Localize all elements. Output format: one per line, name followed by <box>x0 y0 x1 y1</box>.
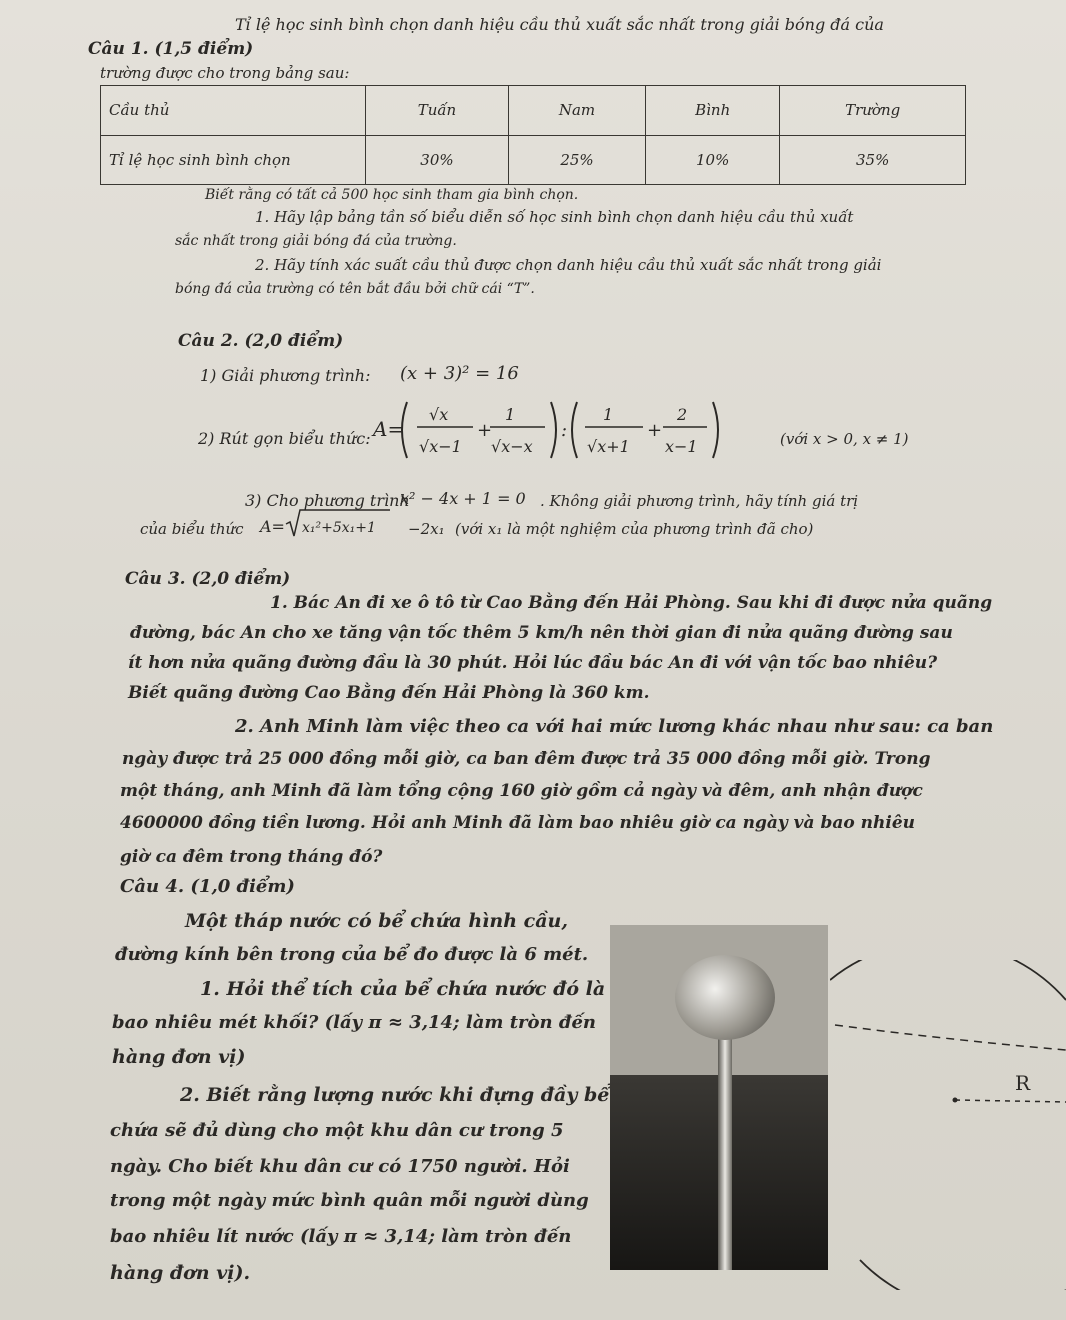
q2-title: Câu 2. (2,0 điểm) <box>178 331 344 351</box>
svg-text:√x: √x <box>429 405 449 424</box>
q2-part3-equation: x² − 4x + 1 = 0 <box>400 489 526 508</box>
svg-text:+: + <box>477 420 493 441</box>
q4-line: chứa sẽ đủ dùng cho một khu dân cư trong 5 <box>110 1120 564 1141</box>
q3-title: Câu 3. (2,0 điểm) <box>125 569 291 589</box>
sphere-outline-top <box>830 960 1066 1000</box>
q2-part3-label: 3) Cho phương trình <box>245 491 410 510</box>
svg-text::: : <box>561 420 568 441</box>
q2-part3-note: (với x₁ là một nghiệm của phương trình đã cho) <box>455 520 814 538</box>
q1-part1-line1: 1. Hãy lập bảng tần số biểu diễn số học sinh bình chọn danh hiệu cầu thủ xuất <box>255 208 854 226</box>
q2-part3-label2: của biểu thức <box>140 520 244 538</box>
q3-line: 2. Anh Minh làm việc theo ca với hai mức lương khác nhau như sau: ca ban <box>235 716 994 737</box>
simplify-expression-formula <box>365 390 775 470</box>
q4-line: ngày. Cho biết khu dân cư có 1750 người. Hỏi <box>110 1156 570 1177</box>
q1-intro-line1: Tỉ lệ học sinh bình chọn danh hiệu cầu thủ xuất sắc nhất trong giải bóng đá của <box>235 15 884 34</box>
table-row <box>101 86 966 136</box>
q4-line: 1. Hỏi thể tích của bể chứa nước đó là <box>200 978 606 1000</box>
q1-after-table: Biết rằng có tất cả 500 học sinh tham gia bình chọn. <box>205 187 579 203</box>
q3-line: đường, bác An cho xe tăng vận tốc thêm 5 km/h nên thời gian đi nửa quãng đường sau <box>130 623 953 643</box>
table-header-cell: Tỉ lệ học sinh bình chọn <box>101 135 366 185</box>
q4-line: bao nhiêu mét khối? (lấy π ≈ 3,14; làm tròn đến <box>112 1012 597 1033</box>
table-cell: Nam <box>508 86 645 136</box>
expression-a-formula <box>258 506 408 542</box>
sphere-diagram <box>830 960 1066 1290</box>
table-cell: Trường <box>780 86 966 136</box>
svg-text:A=: A= <box>373 417 405 441</box>
table-cell: Tuấn <box>366 86 509 136</box>
svg-text:1: 1 <box>505 405 516 424</box>
radius-label: R <box>1015 1071 1031 1095</box>
q2-part2-condition: (với x > 0, x ≠ 1) <box>780 430 909 448</box>
q4-title: Câu 4. (1,0 điểm) <box>120 876 295 897</box>
q3-line: ít hơn nửa quãng đường đầu là 30 phút. Hỏi lúc đầu bác An đi với vận tốc bao nhiêu? <box>128 653 938 673</box>
table-cell: 10% <box>646 135 780 185</box>
svg-text:A=: A= <box>260 517 285 536</box>
q2-part2-label: 2) Rút gọn biểu thức: <box>198 429 371 448</box>
svg-text:√x−1: √x−1 <box>419 437 462 456</box>
q3-line: Biết quãng đường Cao Bằng đến Hải Phòng là 360 km. <box>128 683 650 703</box>
table-cell: 30% <box>366 135 509 185</box>
sphere-center <box>953 1098 958 1103</box>
q4-line: 2. Biết rằng lượng nước khi đựng đầy bể <box>180 1084 610 1106</box>
q1-part2-line1: 2. Hãy tính xác suất cầu thủ được chọn danh hiệu cầu thủ xuất sắc nhất trong giải <box>255 256 882 274</box>
table-cell: Bình <box>646 86 780 136</box>
q3-line: 4600000 đồng tiền lương. Hỏi anh Minh đã làm bao nhiêu giờ ca ngày và bao nhiêu <box>120 813 915 833</box>
q4-line: bao nhiêu lít nước (lấy π ≈ 3,14; làm tròn đến <box>110 1226 572 1247</box>
table-cell: 25% <box>508 135 645 185</box>
q1-part1-line2: sắc nhất trong giải bóng đá của trường. <box>175 233 457 249</box>
rate-table <box>100 85 966 185</box>
sphere-outline-bottom <box>860 1260 1066 1290</box>
svg-text:1: 1 <box>603 405 614 424</box>
svg-text:x₁²+5x₁+1: x₁²+5x₁+1 <box>302 520 376 536</box>
q1-title: Câu 1. (1,5 điểm) <box>88 39 254 59</box>
equator-dashed <box>835 1025 1066 1050</box>
radius-line <box>955 1100 1066 1102</box>
q2-part1-equation: (x + 3)² = 16 <box>400 363 519 384</box>
q4-line: hàng đơn vị) <box>112 1046 246 1068</box>
tower-ball <box>675 955 775 1040</box>
table-row <box>101 135 966 185</box>
svg-text:2: 2 <box>677 405 688 424</box>
q2-part1-label: 1) Giải phương trình: <box>200 366 371 385</box>
q4-line: Một tháp nước có bể chứa hình cầu, <box>185 910 568 932</box>
q1-intro-line2: trường được cho trong bảng sau: <box>100 64 350 82</box>
q3-line: 1. Bác An đi xe ô tô từ Cao Bằng đến Hải Phòng. Sau khi đi được nửa quãng <box>270 593 993 613</box>
q3-line: ngày được trả 25 000 đồng mỗi giờ, ca ban đêm được trả 35 000 đồng mỗi giờ. Trong <box>122 749 931 769</box>
q4-line: trong một ngày mức bình quân mỗi người dùng <box>110 1190 589 1211</box>
q3-line: giờ ca đêm trong tháng đó? <box>120 847 383 867</box>
expression-a-tail: −2x₁ <box>408 520 445 538</box>
svg-text:√x+1: √x+1 <box>587 437 630 456</box>
q1-part2-line2: bóng đá của trường có tên bắt đầu bởi chữ cái “T”. <box>175 281 535 297</box>
q4-line: hàng đơn vị). <box>110 1262 251 1284</box>
svg-text:x−1: x−1 <box>665 437 698 456</box>
svg-text:+: + <box>647 420 663 441</box>
q3-line: một tháng, anh Minh đã làm tổng cộng 160 giờ gồm cả ngày và đêm, anh nhận được <box>120 781 923 801</box>
table-header-cell: Cầu thủ <box>101 86 366 136</box>
tower-stem <box>718 1037 732 1270</box>
q4-line: đường kính bên trong của bể đo được là 6 mét. <box>115 944 589 965</box>
table-cell: 35% <box>780 135 966 185</box>
q2-part3-text: . Không giải phương trình, hãy tính giá trị <box>540 492 859 510</box>
water-tower-photo <box>610 925 828 1270</box>
svg-text:√x−x: √x−x <box>491 437 533 456</box>
